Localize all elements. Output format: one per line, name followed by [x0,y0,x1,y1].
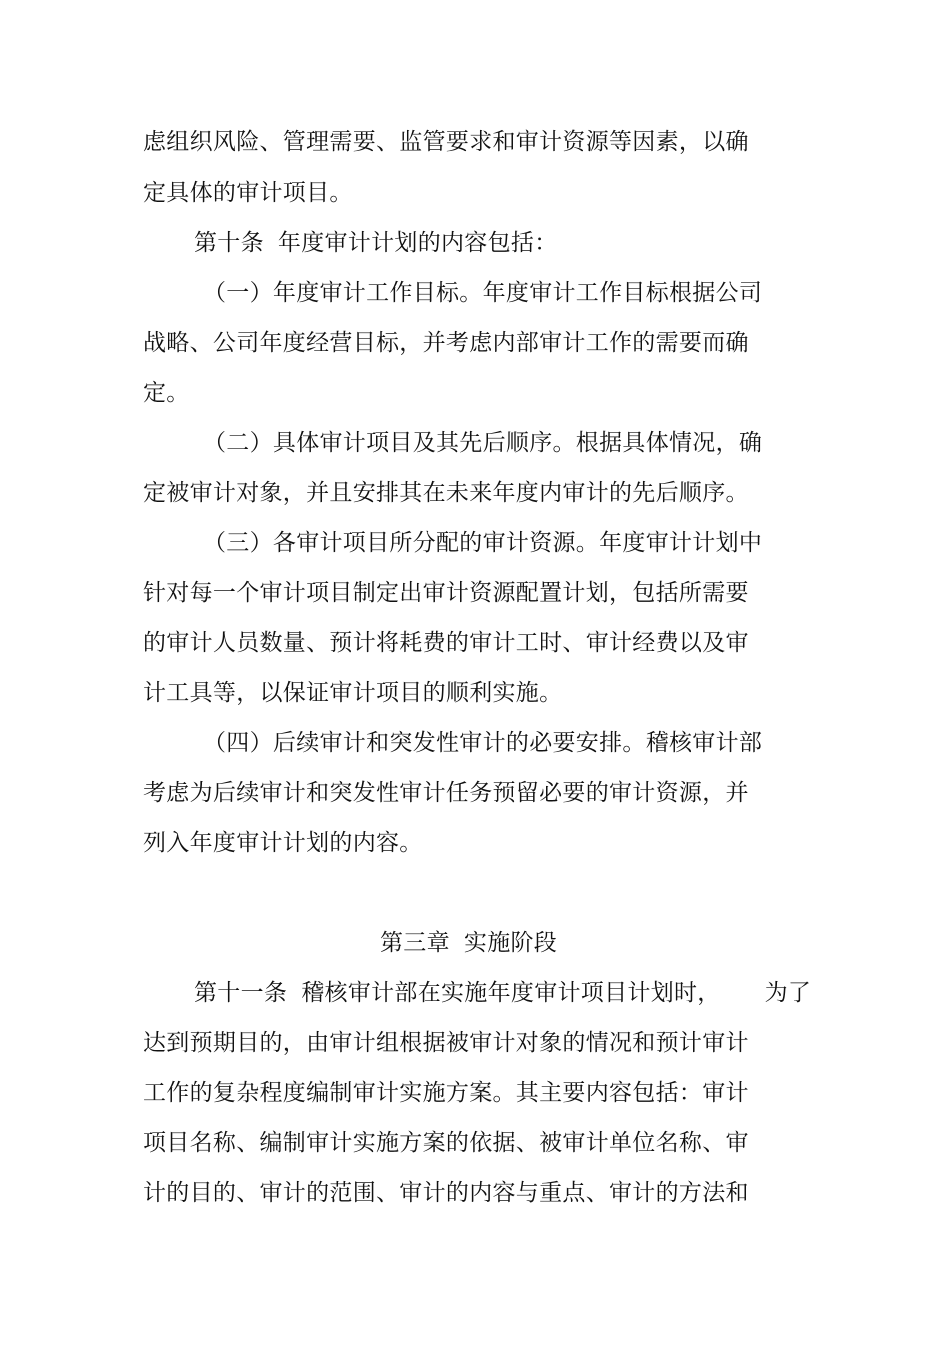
text-line: （三）各审计项目所分配的审计资源。年度审计计划中 [203,530,763,556]
text-line: 的审计人员数量、预计将耗费的审计工时、审计经费以及审 [143,630,749,656]
text-line: 考虑为后续审计和突发性审计任务预留必要的审计资源，并 [143,780,749,806]
text-line: 定被审计对象，并且安排其在未来年度内审计的先后顺序。 [143,480,749,506]
article-text: 稽核审计部在实施年度审计项目计划时， [301,980,721,1006]
article-label: 第十条 [194,230,264,256]
article-11 [194,978,811,1008]
text-line: 战略、公司年度经营目标，并考虑内部审计工作的需要而确 [143,330,749,356]
article-10 [194,228,558,258]
text-line: （一）年度审计工作目标。年度审计工作目标根据公司 [203,280,763,306]
text-line: 达到预期目的，由审计组根据被审计对象的情况和预计审计 [143,1030,749,1056]
article-label: 第十一条 [194,980,288,1006]
text-line: 列入年度审计计划的内容。 [143,830,423,856]
chapter-title: 实施阶段 [463,930,558,956]
text-line: 工作的复杂程度编制审计实施方案。其主要内容包括：审计 [143,1080,749,1106]
chapter-label: 第三章 [380,930,450,956]
text-line: （四）后续审计和突发性审计的必要安排。稽核审计部 [203,730,763,756]
text-line: 项目名称、编制审计实施方案的依据、被审计单位名称、审 [143,1130,749,1156]
article-text-tail: 为了 [764,980,812,1006]
chapter-heading [380,928,557,958]
text-line: 针对每一个审计项目制定出审计资源配置计划，包括所需要 [143,580,749,606]
article-text: 年度审计计划的内容包括： [277,230,558,256]
text-line: 定。 [143,380,190,406]
text-line: 虑组织风险、管理需要、监管要求和审计资源等因素，以确 [143,129,749,155]
text-line: 定具体的审计项目。 [143,180,353,206]
text-line: （二）具体审计项目及其先后顺序。根据具体情况，确 [203,430,763,456]
text-line: 计工具等，以保证审计项目的顺利实施。 [143,680,563,706]
text-line: 计的目的、审计的范围、审计的内容与重点、审计的方法和 [143,1180,749,1206]
